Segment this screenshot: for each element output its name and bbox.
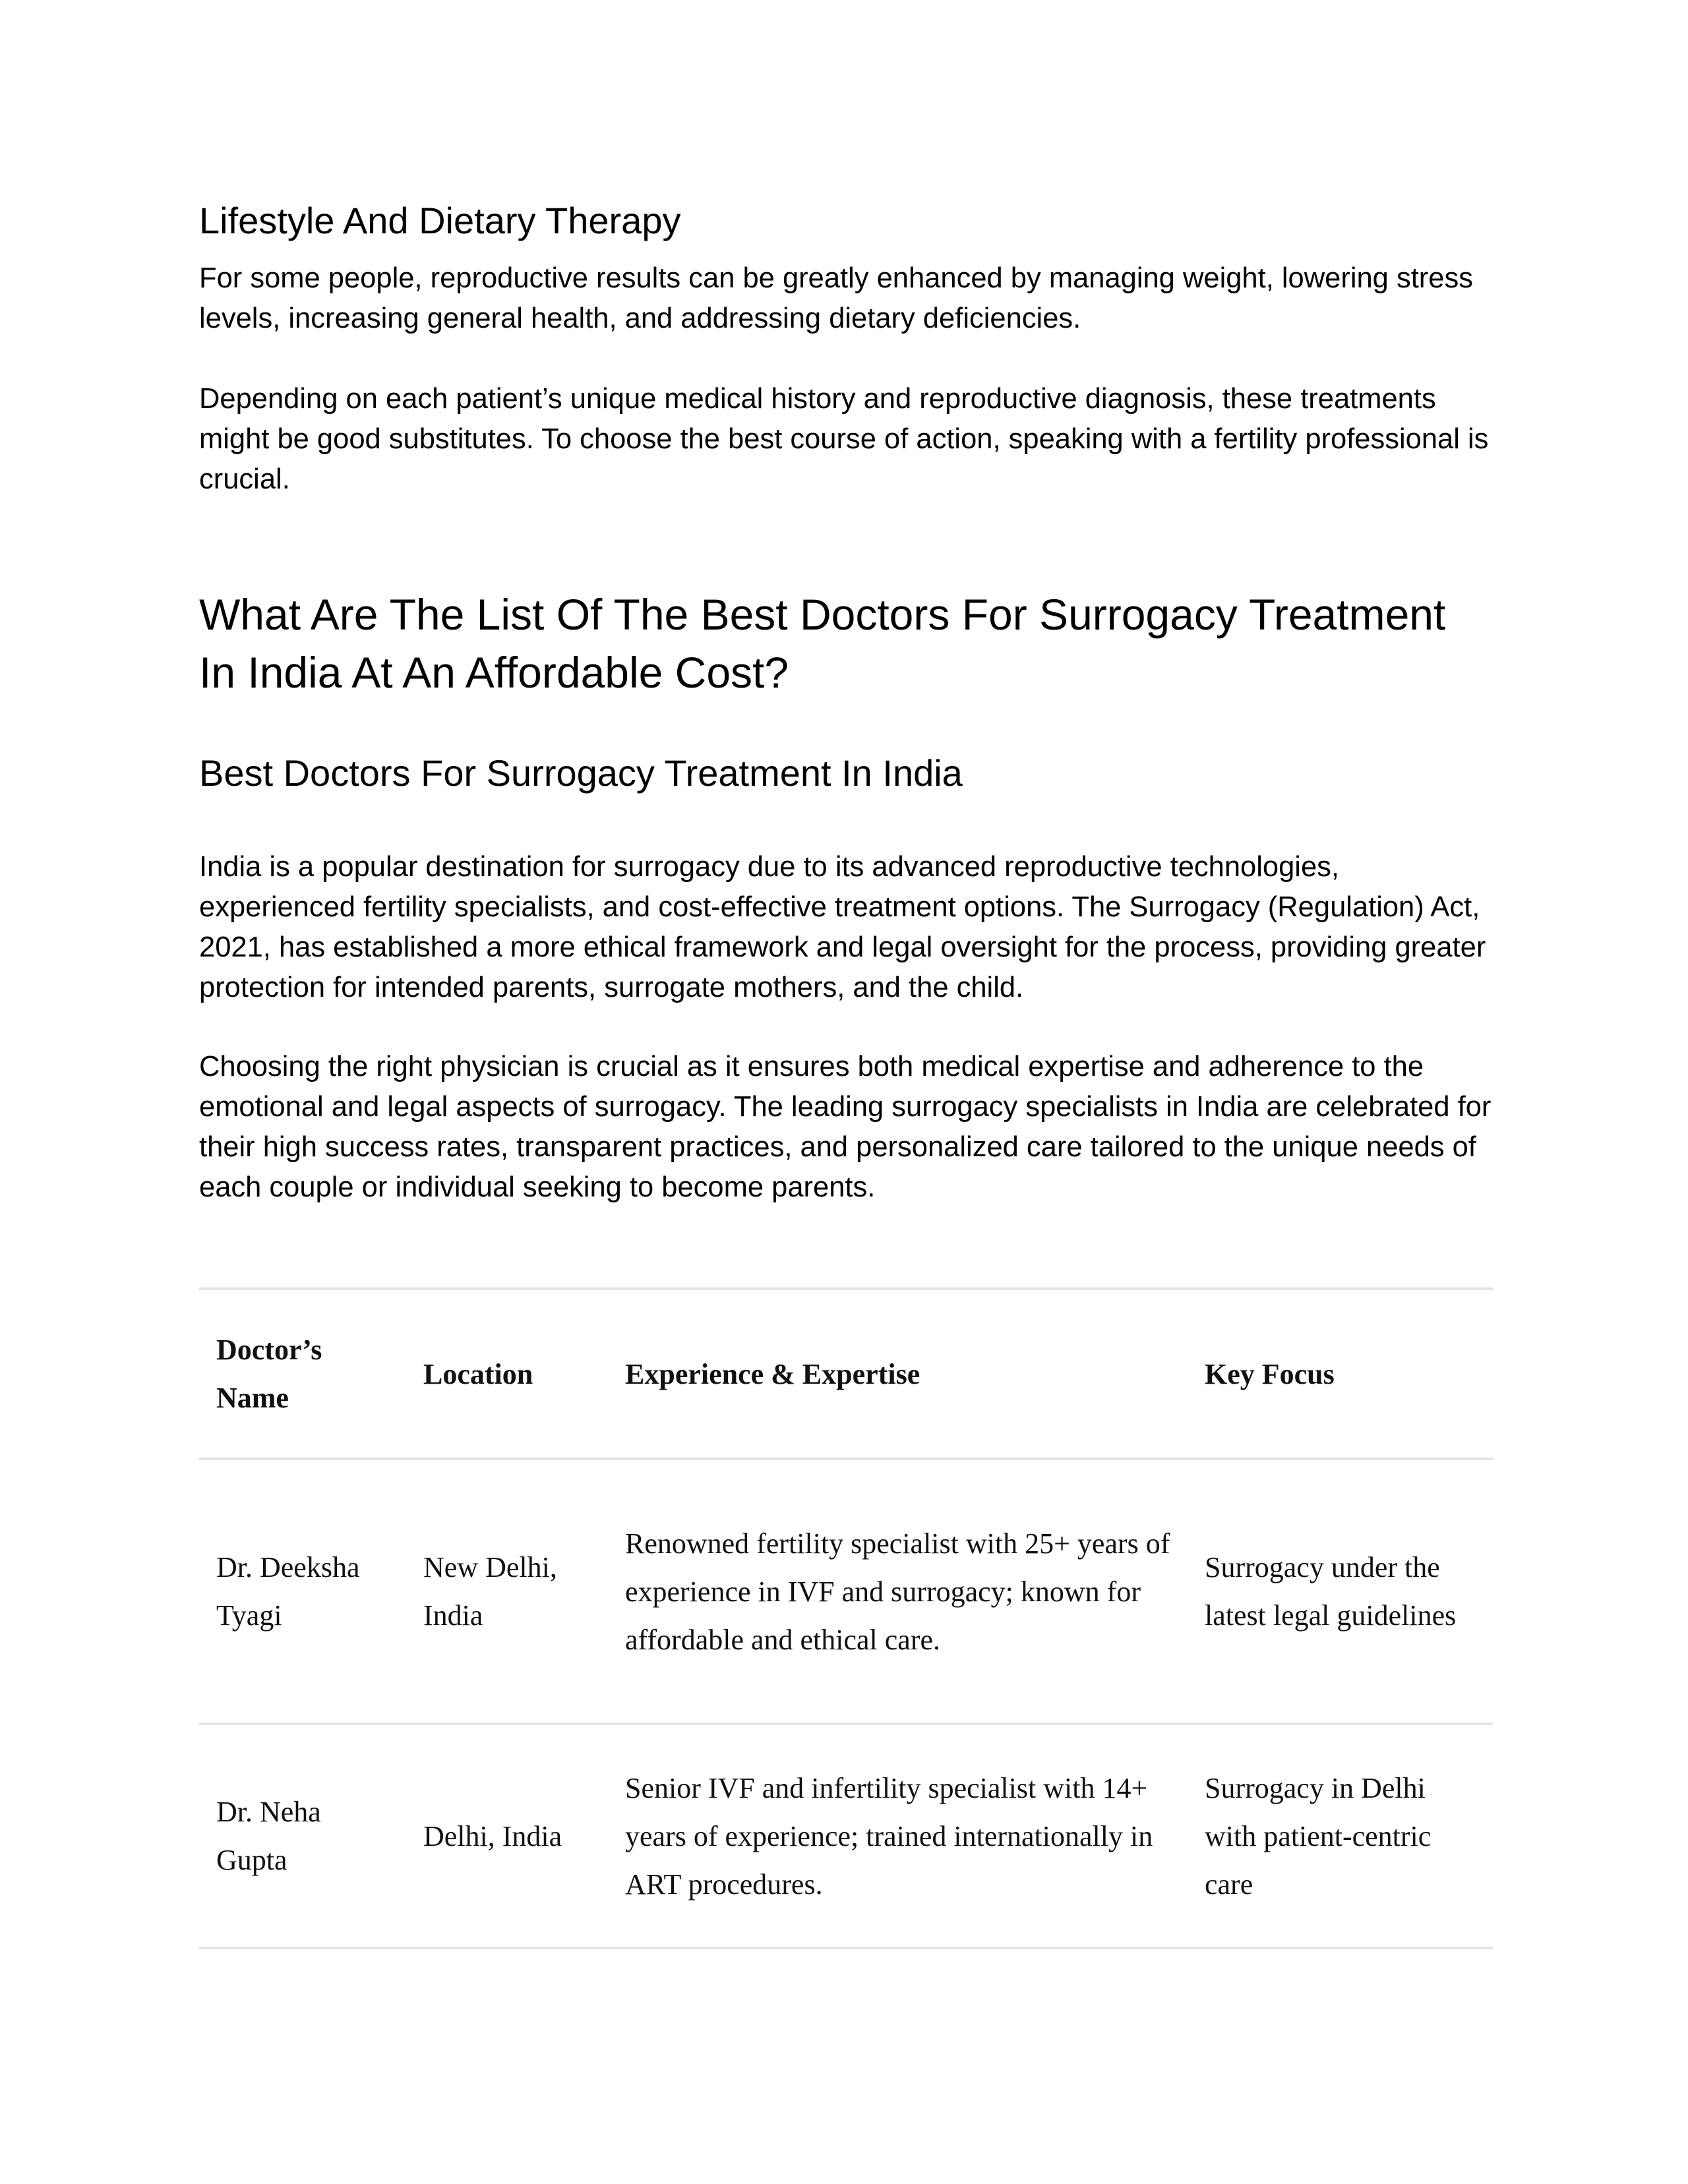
cell-key-focus: Surrogacy in Delhi with patient-centric care [1205, 1771, 1432, 1901]
table-row [199, 1459, 1493, 1724]
cell-location: New Delhi, India [423, 1551, 557, 1632]
header-location: Location [423, 1357, 533, 1390]
best-doctors-paragraph-2: Choosing the right physician is crucial as it ensures both medical expertise and adherence to the emotional and legal aspects of surrogacy. The leading surrogacy specialists in India are celebrated for their high success rates, transparent practices, and personalized care tailored to the unique needs of each couple or individual seeking to become parents. [199, 1051, 1492, 1203]
cell-doctor-name: Dr. Deeksha Tyagi [216, 1551, 360, 1632]
header-experience: Experience & Expertise [625, 1357, 920, 1390]
lifestyle-paragraph-2: Depending on each patient’s unique medical history and reproductive diagnosis, these treatments might be good substitutes. To choose the best course of action, speaking with a fertility professional is crucial. [199, 383, 1489, 495]
cell-experience: Renowned fertility specialist with 25+ years of experience in IVF and surrogacy; known for affordable and ethical care. [625, 1527, 1170, 1656]
table-row [199, 1724, 1493, 1948]
doctors-table [199, 1287, 1493, 1949]
best-doctors-main-heading: What Are The List Of The Best Doctors For Surrogacy Treatment In India At An Affordable Cost? [199, 590, 1446, 697]
lifestyle-heading: Lifestyle And Dietary Therapy [199, 200, 681, 241]
cell-location: Delhi, India [423, 1819, 562, 1852]
cell-doctor-name: Dr. Neha Gupta [216, 1796, 321, 1876]
lifestyle-paragraph-1: For some people, reproductive results can be greatly enhanced by managing weight, lowering stress levels, increasing general health, and addressing dietary deficiencies. [199, 262, 1473, 334]
header-doctor-name: Doctor’s Name [216, 1334, 322, 1414]
cell-key-focus: Surrogacy under the latest legal guidelines [1205, 1551, 1457, 1632]
header-key-focus: Key Focus [1205, 1357, 1335, 1390]
best-doctors-sub-heading: Best Doctors For Surrogacy Treatment In India [199, 752, 963, 794]
cell-experience: Senior IVF and infertility specialist with 14+ years of experience; trained internationally in ART procedures. [625, 1771, 1153, 1901]
best-doctors-paragraph-1: India is a popular destination for surrogacy due to its advanced reproductive technologies, experienced fertility specialists, and cost-effective treatment options. The Surrogacy (Regulation) Act, 2021, has established a more ethical framework and legal oversight for the process, providing greater protection for intended parents, surrogate mothers, and the child. [199, 851, 1486, 1003]
table-header-row [199, 1289, 1493, 1459]
